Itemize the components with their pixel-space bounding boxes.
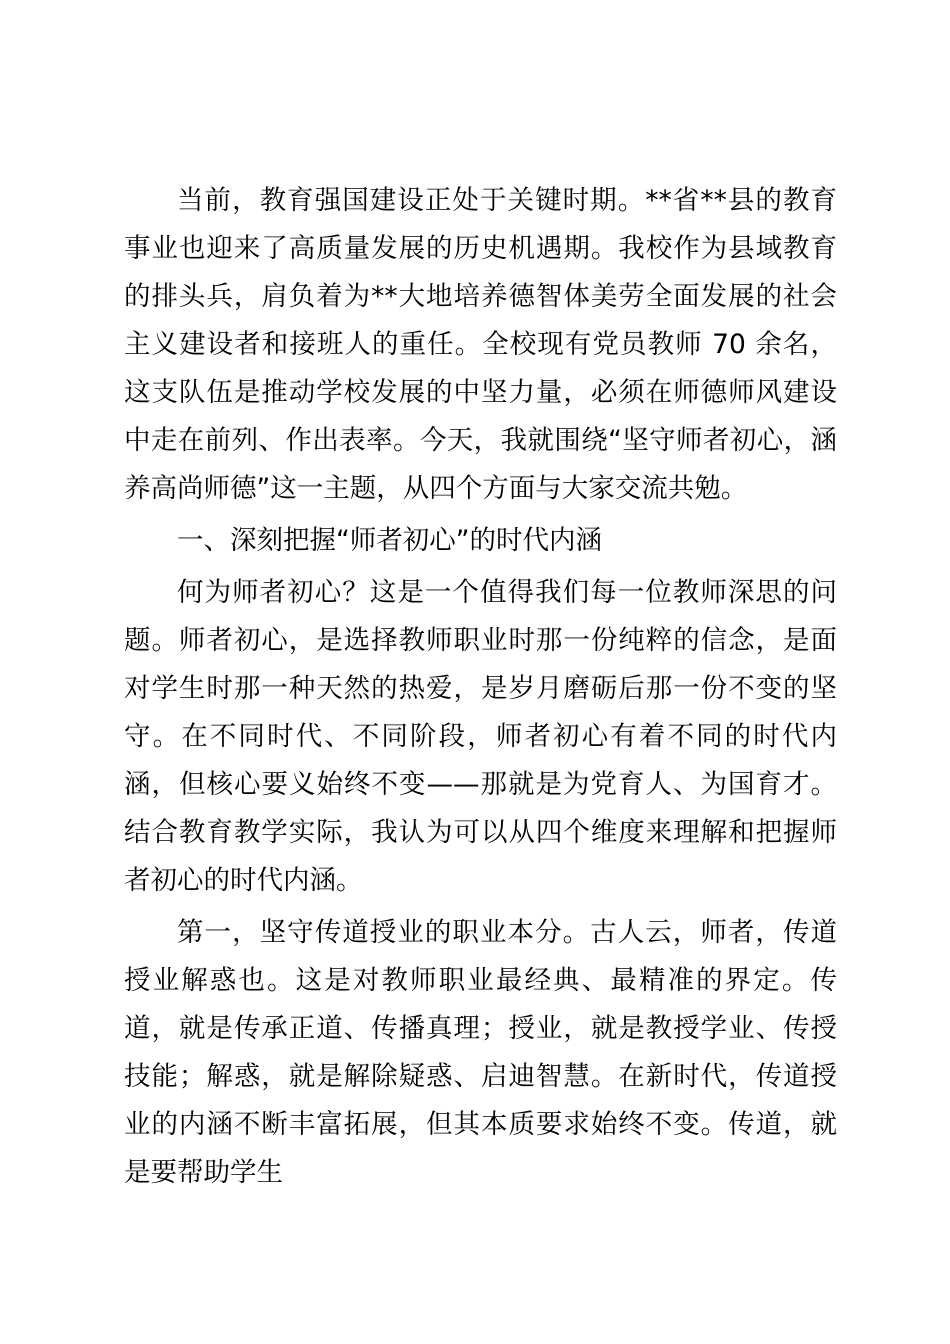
- paragraph-intro: 当前，教育强国建设正处于关键时期。**省**县的教育事业也迎来了高质量发展的历史机遇期。我校作为县域教育的排头兵，肩负着为**大地培养德智体美劳全面发展的社会主义建设者和接班人的重任。全校现有党员教师 70 余名，这支队伍是推动学校发展的中坚力量，必须在师德师风建设中走在前列、作出表率。今天，我就围绕“坚守师者初心，涵养高尚师德”这一主题，从四个方面与大家交流共勉。: [124, 185, 837, 504]
- section-heading-1: 一、深刻把握“师者初心”的时代内涵: [177, 525, 602, 556]
- paragraph-first-point: 第一，坚守传道授业的职业本分。古人云，师者，传道授业解惑也。这是对教师职业最经典、最精准的界定。传道，就是传承正道、传播真理；授业，就是教授学业、传授技能；解惑，就是解除疑惑、启迪智慧。在新时代，传道授业的内涵不断丰富拓展，但其本质要求始终不变。传道，就是要帮助学生: [124, 917, 837, 1188]
- paragraph-teacher-initial-heart: 何为师者初心？这是一个值得我们每一位教师深思的问题。师者初心，是选择教师职业时那一份纯粹的信念，是面对学生时那一种天然的热爱，是岁月磨砺后那一份不变的坚守。在不同时代、不同阶段，师者初心有着不同的时代内涵，但核心要义始终不变——那就是为党育人、为国育才。结合教育教学实际，我认为可以从四个维度来理解和把握师者初心的时代内涵。: [124, 577, 837, 896]
